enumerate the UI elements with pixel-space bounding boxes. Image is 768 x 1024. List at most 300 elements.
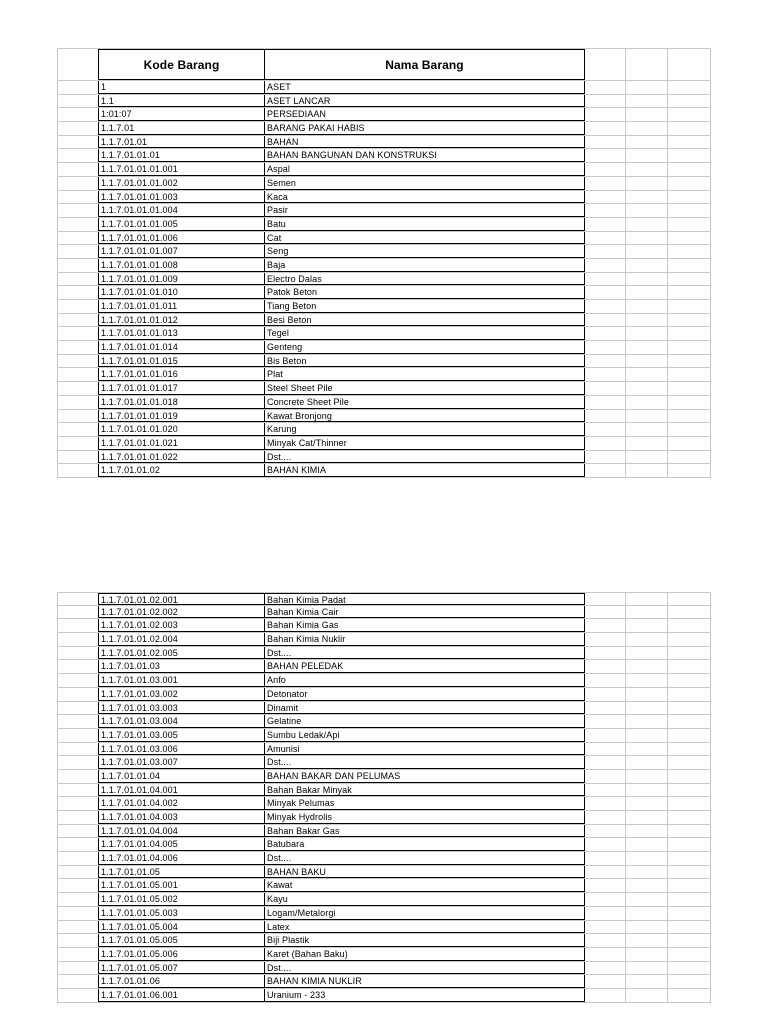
blank-cell [585,286,626,299]
nama-barang-cell: Patok Beton [264,286,585,299]
blank-cell [626,934,668,947]
kode-barang-cell: 1.1.7.01.01.01.016 [98,368,264,381]
table-row [57,962,711,976]
blank-cell [57,204,98,217]
table-row [57,95,711,109]
blank-cell [626,423,668,436]
table-row [57,702,711,716]
table-row [57,177,711,191]
blank-cell [668,191,711,204]
blank-cell [626,95,668,108]
kode-barang-cell: 1.1.7.01.01.01.007 [98,245,264,258]
blank-cell [668,989,711,1002]
table-row [57,811,711,825]
nama-barang-cell: Dst.... [264,647,585,660]
blank-cell [57,177,98,190]
blank-cell [668,921,711,934]
kode-barang-cell: 1.1.7.01.01.03.005 [98,729,264,742]
blank-cell [668,108,711,121]
table-row [57,368,711,382]
blank-cell [626,647,668,660]
blank-cell [668,647,711,660]
blank-cell [668,784,711,797]
blank-cell [626,314,668,327]
blank-cell [57,232,98,245]
blank-cell [585,660,626,673]
blank-cell [585,163,626,176]
kode-barang-cell: 1.1.7.01.01.01.010 [98,286,264,299]
nama-barang-cell: ASET [264,81,585,94]
blank-cell [57,948,98,961]
table-row [57,948,711,962]
blank-cell [668,382,711,395]
blank-cell [668,962,711,975]
nama-barang-cell: BAHAN BANGUNAN DAN KONSTRUKSI [264,149,585,162]
blank-cell [57,464,98,477]
blank-cell [585,49,626,80]
blank-cell [57,355,98,368]
blank-cell [57,136,98,149]
nama-barang-cell: Kaca [264,191,585,204]
nama-barang-cell: Genteng [264,341,585,354]
kode-barang-cell: 1.1.7.01.01.01.001 [98,163,264,176]
blank-cell [626,191,668,204]
blank-cell [57,825,98,838]
table-row [57,989,711,1003]
blank-cell [626,743,668,756]
blank-cell [668,975,711,988]
blank-cell [626,729,668,742]
blank-cell [668,355,711,368]
blank-cell [585,191,626,204]
blank-cell [585,355,626,368]
kode-barang-cell: 1.1.7.01.01.05.005 [98,934,264,947]
blank-cell [626,437,668,450]
blank-cell [626,893,668,906]
column-header-kode: Kode Barang [98,49,264,80]
blank-cell [585,341,626,354]
table-row [57,907,711,921]
kode-barang-cell: 1.1.7.01.01.05.006 [98,948,264,961]
kode-barang-cell: 1.1.7.01.01.02.004 [98,633,264,646]
blank-cell [668,948,711,961]
blank-cell [585,149,626,162]
nama-barang-cell: Dst.... [264,451,585,464]
nama-barang-cell: Baja [264,259,585,272]
blank-cell [585,437,626,450]
kode-barang-cell: 1.1.7.01.01.05 [98,866,264,879]
blank-cell [626,702,668,715]
blank-cell [668,756,711,769]
table-row [57,149,711,163]
blank-cell [57,770,98,783]
blank-cell [57,647,98,660]
nama-barang-cell: Bahan Kimia Nuklir [264,633,585,646]
kode-barang-cell: 1.1.7.01.01.03.006 [98,743,264,756]
nama-barang-cell: Amunisi [264,743,585,756]
nama-barang-cell: Concrete Sheet Pile [264,396,585,409]
blank-cell [585,852,626,865]
blank-cell [668,95,711,108]
kode-barang-cell: 1.1.7.01.01.01.021 [98,437,264,450]
blank-cell [626,49,668,80]
table-row [57,382,711,396]
blank-cell [57,300,98,313]
table-row [57,423,711,437]
blank-cell [585,838,626,851]
table-row [57,355,711,369]
kode-barang-cell: 1.1.7.01.01.01.003 [98,191,264,204]
table-row [57,136,711,150]
table-row [57,327,711,341]
blank-cell [668,122,711,135]
kode-barang-cell: 1.1.7.01.01.01.011 [98,300,264,313]
blank-cell [585,825,626,838]
blank-cell [57,382,98,395]
kode-barang-cell: 1.1.7.01 [98,122,264,135]
blank-cell [668,437,711,450]
blank-cell [585,396,626,409]
blank-cell [626,948,668,961]
nama-barang-cell: BAHAN [264,136,585,149]
blank-cell [668,688,711,701]
blank-cell [57,286,98,299]
blank-cell [585,921,626,934]
kode-barang-cell: 1.1.7.01.01.05.003 [98,907,264,920]
kode-barang-cell: 1.1.7.01.01.04.004 [98,825,264,838]
blank-cell [626,218,668,231]
blank-cell [626,674,668,687]
table-row [57,314,711,328]
blank-cell [626,108,668,121]
nama-barang-cell: Batubara [264,838,585,851]
nama-barang-cell: Bahan Bakar Gas [264,825,585,838]
blank-cell [626,784,668,797]
kode-barang-cell: 1.1.7.01.01.01.018 [98,396,264,409]
table-row [57,245,711,259]
blank-cell [668,593,711,605]
nama-barang-cell: Bis Beton [264,355,585,368]
blank-cell [626,811,668,824]
kode-barang-cell: 1.1.7.01.01.05.007 [98,962,264,975]
nama-barang-cell: Dst.... [264,852,585,865]
nama-barang-cell: BAHAN PELEDAK [264,660,585,673]
table-row [57,464,711,478]
blank-cell [57,49,98,80]
blank-cell [626,838,668,851]
blank-cell [585,300,626,313]
blank-cell [57,218,98,231]
nama-barang-cell: Tegel [264,327,585,340]
blank-cell [626,286,668,299]
nama-barang-cell: Kawat Bronjong [264,410,585,423]
nama-barang-cell: Bahan Kimia Cair [264,606,585,619]
blank-cell [585,948,626,961]
table-row [57,410,711,424]
blank-cell [626,593,668,605]
blank-cell [626,770,668,783]
blank-cell [57,191,98,204]
table-row [57,81,711,95]
blank-cell [585,410,626,423]
blank-cell [668,907,711,920]
blank-cell [585,423,626,436]
blank-cell [585,619,626,632]
blank-cell [585,907,626,920]
blank-cell [585,743,626,756]
kode-barang-cell: 1.1.7.01.01.03 [98,660,264,673]
blank-cell [668,619,711,632]
blank-cell [668,327,711,340]
blank-cell [626,879,668,892]
table-row [57,191,711,205]
nama-barang-cell: Minyak Hydrolis [264,811,585,824]
nama-barang-cell: Sumbu Ledak/Api [264,729,585,742]
blank-cell [585,934,626,947]
blank-cell [668,410,711,423]
table-row [57,606,711,620]
blank-cell [585,232,626,245]
blank-cell [668,838,711,851]
kode-barang-cell: 1:01:07 [98,108,264,121]
blank-cell [668,674,711,687]
blank-cell [668,702,711,715]
blank-cell [668,797,711,810]
blank-cell [626,410,668,423]
blank-cell [626,327,668,340]
blank-cell [626,825,668,838]
table-row [57,204,711,218]
blank-cell [626,688,668,701]
kode-barang-cell: 1.1 [98,95,264,108]
kode-barang-cell: 1.1.7.01.01.03.002 [98,688,264,701]
blank-cell [57,163,98,176]
kode-barang-cell: 1.1.7.01.01.01.020 [98,423,264,436]
blank-cell [626,606,668,619]
blank-cell [585,314,626,327]
kode-barang-cell: 1.1.7.01.01.02 [98,464,264,477]
kode-barang-cell: 1.1.7.01.01.03.007 [98,756,264,769]
kode-barang-cell: 1.1.7.01.01 [98,136,264,149]
table-section-2 [57,592,711,1003]
blank-cell [585,204,626,217]
kode-barang-cell: 1.1.7.01.01.03.004 [98,715,264,728]
nama-barang-cell: BARANG PAKAI HABIS [264,122,585,135]
blank-cell [57,437,98,450]
nama-barang-cell: Latex [264,921,585,934]
kode-barang-cell: 1.1.7.01.01.04.006 [98,852,264,865]
kode-barang-cell: 1.1.7.01.01.01.006 [98,232,264,245]
table-body-2 [57,592,711,1003]
table-row [57,619,711,633]
blank-cell [57,962,98,975]
blank-cell [668,177,711,190]
blank-cell [626,852,668,865]
blank-cell [57,674,98,687]
blank-cell [626,259,668,272]
blank-cell [668,423,711,436]
blank-cell [626,355,668,368]
blank-cell [585,811,626,824]
blank-cell [626,921,668,934]
blank-cell [626,962,668,975]
table-row [57,866,711,880]
blank-cell [626,451,668,464]
nama-barang-cell: Karung [264,423,585,436]
nama-barang-cell: Electro Dalas [264,273,585,286]
nama-barang-cell: Batu [264,218,585,231]
nama-barang-cell: Steel Sheet Pile [264,382,585,395]
blank-cell [57,149,98,162]
blank-cell [626,866,668,879]
blank-cell [626,273,668,286]
blank-cell [585,122,626,135]
table-row [57,273,711,287]
nama-barang-cell: Dst.... [264,962,585,975]
kode-barang-cell: 1.1.7.01.01.02.001 [98,593,264,605]
kode-barang-cell: 1.1.7.01.01.06.001 [98,989,264,1002]
nama-barang-cell: Bahan Kimia Padat [264,593,585,605]
blank-cell [626,715,668,728]
table-row [57,934,711,948]
table-row [57,647,711,661]
nama-barang-cell: Cat [264,232,585,245]
table-row [57,122,711,136]
nama-barang-cell: Biji Plastik [264,934,585,947]
blank-cell [57,688,98,701]
table-row [57,825,711,839]
table-row [57,674,711,688]
kode-barang-cell: 1.1.7.01.01.03.001 [98,674,264,687]
blank-cell [626,660,668,673]
blank-cell [57,245,98,258]
kode-barang-cell: 1.1.7.01.01.01.014 [98,341,264,354]
nama-barang-cell: Kayu [264,893,585,906]
blank-cell [626,204,668,217]
table-row [57,715,711,729]
blank-cell [626,989,668,1002]
blank-cell [57,907,98,920]
blank-cell [57,122,98,135]
blank-cell [668,341,711,354]
blank-cell [57,756,98,769]
table-row [57,341,711,355]
table-row [57,729,711,743]
kode-barang-cell: 1.1.7.01.01.01.013 [98,327,264,340]
table-section-1 [57,48,711,478]
nama-barang-cell: Minyak Pelumas [264,797,585,810]
nama-barang-cell: Dinamit [264,702,585,715]
blank-cell [626,163,668,176]
nama-barang-cell: Logam/Metalorgi [264,907,585,920]
table-row [57,660,711,674]
table-row [57,770,711,784]
blank-cell [668,811,711,824]
blank-cell [57,866,98,879]
nama-barang-cell: Minyak Cat/Thinner [264,437,585,450]
kode-barang-cell: 1.1.7.01.01.04.002 [98,797,264,810]
blank-cell [668,606,711,619]
blank-cell [585,382,626,395]
table-row [57,592,711,606]
nama-barang-cell: BAHAN BAKAR DAN PELUMAS [264,770,585,783]
blank-cell [585,327,626,340]
nama-barang-cell: Detonator [264,688,585,701]
blank-cell [668,149,711,162]
blank-cell [668,715,711,728]
nama-barang-cell: BAHAN KIMIA [264,464,585,477]
kode-barang-cell: 1.1.7.01.01.04.003 [98,811,264,824]
blank-cell [668,464,711,477]
blank-cell [585,989,626,1002]
kode-barang-cell: 1 [98,81,264,94]
blank-cell [668,825,711,838]
table-row [57,688,711,702]
blank-cell [668,273,711,286]
blank-cell [57,410,98,423]
nama-barang-cell: BAHAN BAKU [264,866,585,879]
table-row [57,396,711,410]
table-row [57,300,711,314]
blank-cell [585,729,626,742]
blank-cell [668,204,711,217]
blank-cell [585,784,626,797]
blank-cell [668,852,711,865]
blank-cell [668,49,711,80]
blank-cell [626,149,668,162]
blank-cell [668,660,711,673]
blank-cell [585,136,626,149]
blank-cell [668,136,711,149]
blank-cell [585,81,626,94]
blank-cell [57,838,98,851]
table-row [57,852,711,866]
blank-cell [57,879,98,892]
nama-barang-cell: Semen [264,177,585,190]
blank-cell [626,633,668,646]
kode-barang-cell: 1.1.7.01.01.02.002 [98,606,264,619]
nama-barang-cell: Karet (Bahan Baku) [264,948,585,961]
blank-cell [668,163,711,176]
blank-cell [668,286,711,299]
table-row [57,163,711,177]
blank-cell [626,300,668,313]
blank-cell [57,743,98,756]
blank-cell [668,866,711,879]
blank-cell [668,743,711,756]
table-row [57,975,711,989]
blank-cell [585,218,626,231]
blank-cell [626,341,668,354]
kode-barang-cell: 1.1.7.01.01.01.009 [98,273,264,286]
nama-barang-cell: Kawat [264,879,585,892]
blank-cell [668,218,711,231]
table-row [57,838,711,852]
blank-cell [585,715,626,728]
blank-cell [57,327,98,340]
nama-barang-cell: Pasir [264,204,585,217]
blank-cell [585,633,626,646]
blank-cell [57,606,98,619]
blank-cell [57,396,98,409]
column-header-nama: Nama Barang [264,49,585,80]
blank-cell [585,879,626,892]
table-row [57,879,711,893]
nama-barang-cell: Seng [264,245,585,258]
blank-cell [57,95,98,108]
blank-cell [57,314,98,327]
nama-barang-cell: BAHAN KIMIA NUKLIR [264,975,585,988]
